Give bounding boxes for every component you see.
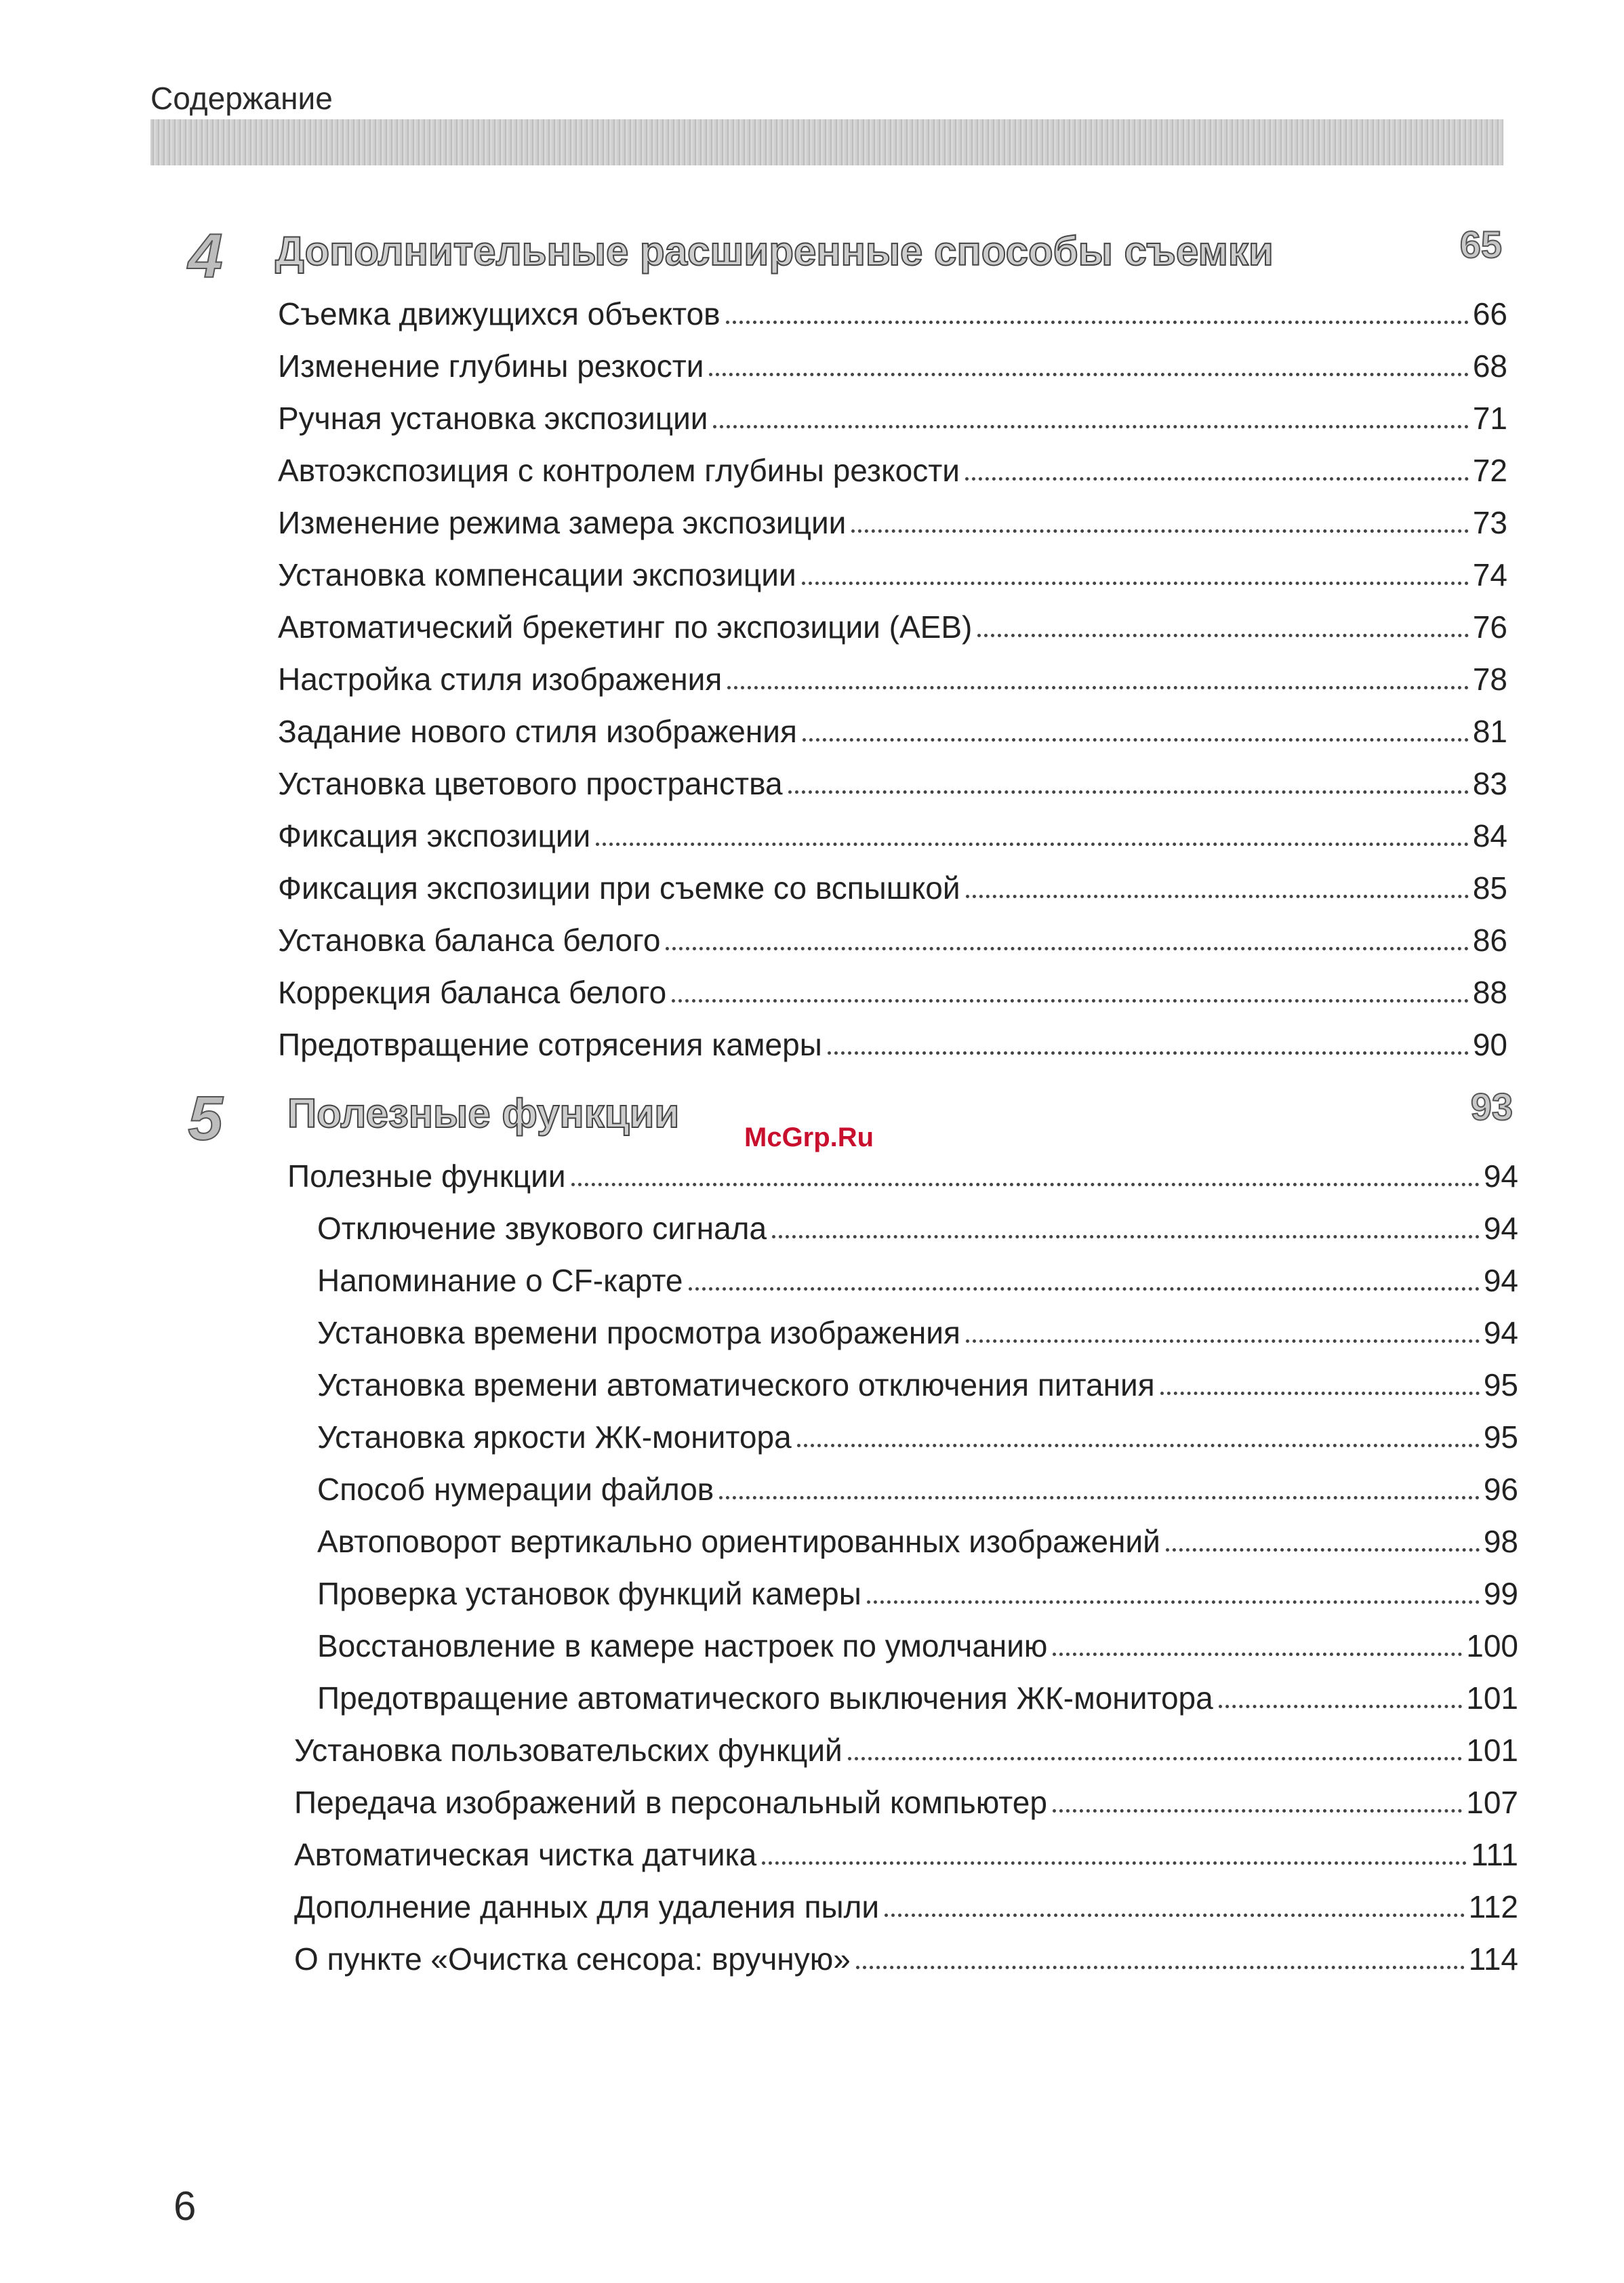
entry-label: Восстановление в камере настроек по умолчанию xyxy=(317,1628,1048,1663)
entry-label: Дополнение данных для удаления пыли xyxy=(294,1889,880,1924)
entry-page: 86 xyxy=(1472,923,1507,958)
toc-entry[interactable] xyxy=(278,344,1507,384)
entry-page: 96 xyxy=(1483,1472,1518,1507)
toc-entry[interactable] xyxy=(278,291,1507,332)
toc-subentry[interactable] xyxy=(317,1623,1518,1664)
toc-subentry[interactable] xyxy=(317,1571,1518,1612)
leader-dots xyxy=(885,1914,1465,1917)
entry-label: Изменение глубины резкости xyxy=(278,348,704,384)
entry-page: 94 xyxy=(1483,1211,1518,1246)
entry-label: Задание нового стиля изображения xyxy=(278,714,797,749)
chapter-number: 5 xyxy=(188,1084,223,1153)
leader-dots xyxy=(571,1183,1480,1186)
toc-subentry[interactable] xyxy=(317,1258,1518,1299)
chapter-title: Полезные функции xyxy=(287,1091,680,1136)
entry-label: Установка цветового пространства xyxy=(278,766,783,801)
entry-label: Автоэкспозиция с контролем глубины резкости xyxy=(278,453,960,488)
leader-dots xyxy=(965,477,1469,481)
toc-entry[interactable] xyxy=(294,1832,1518,1873)
leader-dots xyxy=(666,947,1468,950)
entry-page: 95 xyxy=(1483,1367,1518,1402)
leader-dots xyxy=(977,634,1468,637)
entry-page: 107 xyxy=(1466,1785,1518,1820)
entry-label: Предотвращение сотрясения камеры xyxy=(278,1027,822,1062)
leader-dots xyxy=(848,1757,1462,1760)
entry-page: 101 xyxy=(1466,1733,1518,1768)
entry-page: 73 xyxy=(1472,505,1507,540)
entry-page: 81 xyxy=(1472,714,1507,749)
header-bar xyxy=(150,119,1503,165)
leader-dots xyxy=(1219,1705,1463,1708)
leader-dots xyxy=(1160,1392,1480,1395)
entry-page: 76 xyxy=(1472,609,1507,645)
toc-subentry[interactable] xyxy=(317,1206,1518,1247)
leader-dots xyxy=(719,1496,1480,1499)
leader-dots xyxy=(828,1051,1469,1055)
chapter-4-heading[interactable] xyxy=(0,218,1624,291)
toc-entry[interactable] xyxy=(278,813,1507,854)
leader-dots xyxy=(803,738,1469,742)
leader-dots xyxy=(1053,1653,1462,1656)
watermark: McGrp.Ru xyxy=(744,1123,874,1152)
toc-subentry[interactable] xyxy=(317,1519,1518,1560)
entry-label: Автоматическая чистка датчика xyxy=(294,1837,757,1872)
leader-dots xyxy=(797,1444,1480,1447)
entry-page: 94 xyxy=(1483,1158,1518,1194)
leader-dots xyxy=(802,582,1469,585)
leader-dots xyxy=(856,1966,1465,1969)
entry-label: Передача изображений в персональный компьютер xyxy=(294,1785,1047,1820)
leader-dots xyxy=(867,1600,1480,1604)
page-number: 6 xyxy=(174,2183,197,2229)
page-header-title: Содержание xyxy=(150,81,333,116)
toc-entry[interactable] xyxy=(294,1728,1518,1769)
entry-label: Установка компенсации экспозиции xyxy=(278,557,796,592)
leader-dots xyxy=(762,1861,1467,1865)
entry-label: Фиксация экспозиции xyxy=(278,818,591,853)
entry-label: Автоматический брекетинг по экспозиции (AEB) xyxy=(278,609,973,645)
entry-label: Автоповорот вертикально ориентированных изображений xyxy=(317,1524,1160,1559)
leader-dots xyxy=(966,1339,1480,1343)
entry-page: 114 xyxy=(1468,1941,1518,1977)
entry-page: 71 xyxy=(1472,401,1507,436)
toc-entry[interactable] xyxy=(278,866,1507,906)
entry-label: Предотвращение автоматического выключения ЖК-монитора xyxy=(317,1680,1213,1716)
toc-entry[interactable] xyxy=(294,1780,1518,1821)
leader-dots xyxy=(1166,1548,1480,1552)
entry-page: 68 xyxy=(1472,348,1507,384)
toc-entry[interactable] xyxy=(278,448,1507,489)
entry-page: 101 xyxy=(1466,1680,1518,1716)
toc-subentry[interactable] xyxy=(317,1415,1518,1455)
entry-label: Настройка стиля изображения xyxy=(278,662,723,697)
entry-label: Установка пользовательских функций xyxy=(294,1733,843,1768)
toc-subentry[interactable] xyxy=(317,1467,1518,1508)
leader-dots xyxy=(851,529,1468,533)
toc-entry[interactable] xyxy=(278,605,1507,645)
entry-label: О пункте «Очистка сенсора: вручную» xyxy=(294,1941,851,1977)
leader-dots xyxy=(709,373,1468,376)
toc-subentry[interactable] xyxy=(317,1676,1518,1716)
toc-entry[interactable] xyxy=(278,396,1507,437)
chapter-page: 93 xyxy=(1470,1085,1513,1128)
entry-page: 94 xyxy=(1483,1263,1518,1298)
toc-entry[interactable] xyxy=(278,500,1507,541)
entry-page: 111 xyxy=(1471,1837,1518,1872)
entry-page: 66 xyxy=(1472,296,1507,331)
toc-entry[interactable] xyxy=(278,657,1507,698)
entry-page: 95 xyxy=(1483,1419,1518,1455)
entry-page: 98 xyxy=(1483,1524,1518,1559)
entry-label: Изменение режима замера экспозиции xyxy=(278,505,847,540)
entry-page: 90 xyxy=(1472,1027,1507,1062)
entry-label: Коррекция баланса белого xyxy=(278,975,667,1010)
entry-page: 72 xyxy=(1472,453,1507,488)
toc-entry[interactable] xyxy=(278,970,1507,1011)
entry-label: Установка времени просмотра изображения xyxy=(317,1315,960,1350)
entry-page: 100 xyxy=(1466,1628,1518,1663)
entry-label: Отключение звукового сигнала xyxy=(317,1211,767,1246)
entry-label: Установка баланса белого xyxy=(278,923,661,958)
entry-label: Ручная установка экспозиции xyxy=(278,401,708,436)
entry-label: Установка времени автоматического отключения питания xyxy=(317,1367,1155,1402)
leader-dots xyxy=(966,895,1469,898)
entry-label: Установка яркости ЖК-монитора xyxy=(317,1419,792,1455)
leader-dots xyxy=(788,790,1469,794)
leader-dots xyxy=(596,843,1469,846)
entry-page: 83 xyxy=(1472,766,1507,801)
toc-entry[interactable] xyxy=(287,1154,1518,1194)
leader-dots xyxy=(672,999,1469,1003)
entry-label: Проверка установок функций камеры xyxy=(317,1576,861,1611)
entry-page: 88 xyxy=(1472,975,1507,1010)
chapter-page: 65 xyxy=(1459,223,1502,266)
toc-entry[interactable] xyxy=(278,1022,1507,1063)
leader-dots xyxy=(689,1287,1480,1291)
entry-label: Способ нумерации файлов xyxy=(317,1472,714,1507)
toc-subentry[interactable] xyxy=(317,1362,1518,1403)
toc-entry[interactable] xyxy=(278,761,1507,802)
leader-dots xyxy=(726,321,1469,324)
toc-entry[interactable] xyxy=(278,918,1507,958)
entry-page: 84 xyxy=(1472,818,1507,853)
leader-dots xyxy=(1053,1809,1462,1813)
entry-page: 74 xyxy=(1472,557,1507,592)
entry-page: 85 xyxy=(1472,870,1507,906)
toc-entry[interactable] xyxy=(294,1884,1518,1925)
entry-label: Съемка движущихся объектов xyxy=(278,296,720,331)
entry-label: Напоминание о CF-карте xyxy=(317,1263,683,1298)
leader-dots xyxy=(713,425,1468,428)
leader-dots xyxy=(772,1235,1480,1238)
toc-entry[interactable] xyxy=(294,1937,1518,1977)
chapter-title: Дополнительные расширенные способы съемки xyxy=(275,228,1274,274)
entry-page: 112 xyxy=(1468,1889,1518,1924)
entry-label: Фиксация экспозиции при съемке со вспышкой xyxy=(278,870,960,906)
entry-page: 78 xyxy=(1472,662,1507,697)
entry-page: 99 xyxy=(1483,1576,1518,1611)
toc-entry[interactable] xyxy=(278,552,1507,593)
entry-label: Полезные функции xyxy=(287,1158,566,1194)
chapter-number: 4 xyxy=(188,222,223,291)
toc-subentry[interactable] xyxy=(317,1310,1518,1351)
leader-dots xyxy=(727,686,1469,689)
toc-entry[interactable] xyxy=(278,709,1507,750)
entry-page: 94 xyxy=(1483,1315,1518,1350)
